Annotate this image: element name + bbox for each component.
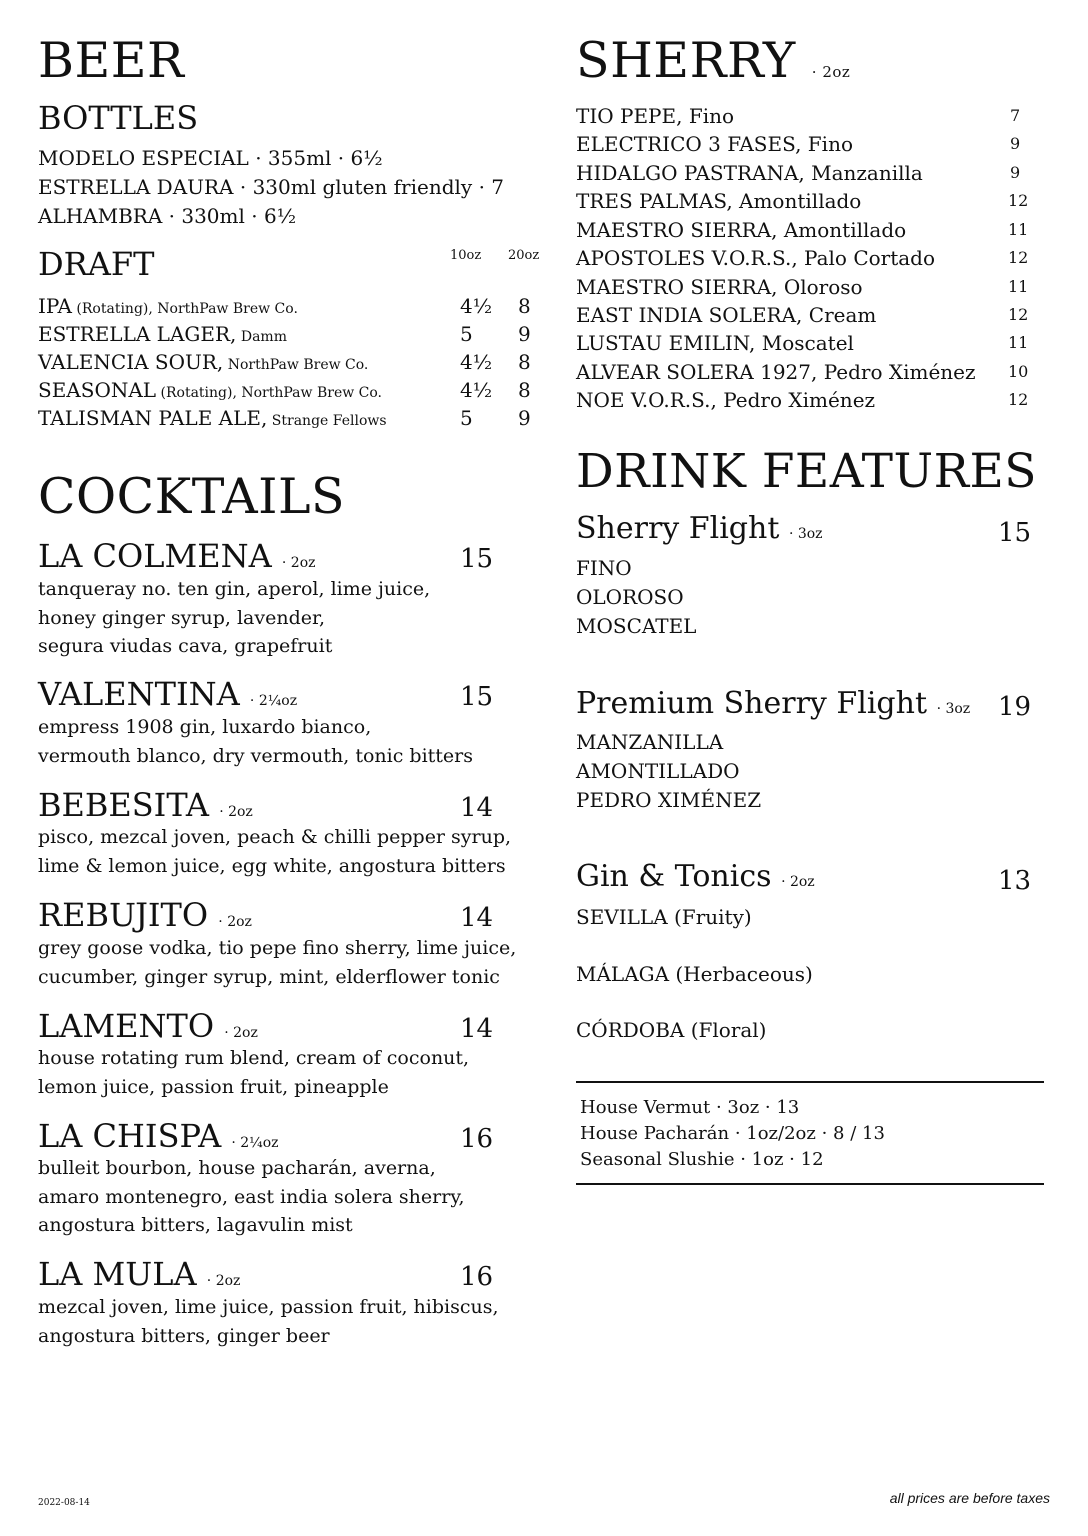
- draft-item: TALISMAN PALE ALE, Strange Fellows: [38, 406, 387, 430]
- cocktail-description: pisco, mezcal joven, peach & chilli pepper syrup, lime & lemon juice, egg white, angostura bitters: [38, 826, 512, 877]
- draft-item: SEASONAL (Rotating), NorthPaw Brew Co.: [38, 378, 383, 402]
- cocktail-price: 14: [460, 1014, 494, 1044]
- cocktail-price: 14: [460, 793, 494, 823]
- sherry-price: 9: [1010, 163, 1021, 182]
- draft-price-20oz: 8: [518, 378, 531, 402]
- extra-item: House Vermut · 3oz · 13: [580, 1097, 800, 1118]
- cocktail-name: LA CHISPA · 2¼oz: [38, 1117, 279, 1155]
- cocktail-price: 15: [460, 544, 494, 574]
- premium-flight-item: AMONTILLADO: [576, 759, 740, 783]
- draft-price-10oz: 5: [460, 322, 473, 346]
- cocktail-description: bulleit bourbon, house pacharán, averna, amaro montenegro, east india solera sherry, angostura bitters, lagavulin mist: [38, 1157, 465, 1236]
- draft-price-10oz: 5: [460, 406, 473, 430]
- sherry-price: 12: [1008, 248, 1029, 267]
- sherry-item: HIDALGO PASTRANA, Manzanilla: [576, 161, 923, 185]
- drink-features-heading: DRINK FEATURES: [576, 444, 1037, 499]
- draft-item: VALENCIA SOUR, NorthPaw Brew Co.: [38, 350, 369, 374]
- cocktail-description: empress 1908 gin, luxardo bianco, vermouth blanco, dry vermouth, tonic bitters: [38, 716, 474, 767]
- gin-tonic-item: SEVILLA (Fruity): [576, 905, 752, 929]
- premium-flight-price: 19: [998, 692, 1032, 722]
- cocktail-description: mezcal joven, lime juice, passion fruit, hibiscus, angostura bitters, ginger beer: [38, 1296, 499, 1347]
- sherry-price: 9: [1010, 134, 1021, 153]
- cocktail-name: LAMENTO · 2oz: [38, 1007, 258, 1045]
- premium-flight-title: Premium Sherry Flight · 3oz: [576, 686, 971, 721]
- sherry-item: TRES PALMAS, Amontillado: [576, 189, 862, 213]
- sherry-item: NOE V.O.R.S., Pedro Ximénez: [576, 388, 876, 412]
- extra-item: Seasonal Slushie · 1oz · 12: [580, 1149, 824, 1170]
- sherry-flight-title: Sherry Flight · 3oz: [576, 511, 823, 546]
- premium-flight-item: MANZANILLA: [576, 730, 724, 754]
- cocktail-price: 15: [460, 682, 494, 712]
- cocktails-heading: COCKTAILS: [38, 468, 346, 525]
- cocktail-price: 16: [460, 1124, 494, 1154]
- gin-tonic-item: MÁLAGA (Herbaceous): [576, 962, 813, 986]
- draft-price-20oz: 9: [518, 406, 531, 430]
- draft-col-10oz: 10oz: [450, 248, 482, 263]
- draft-item: ESTRELLA LAGER, Damm: [38, 322, 287, 346]
- draft-price-10oz: 4½: [460, 350, 493, 374]
- sherry-price: 12: [1008, 390, 1029, 409]
- draft-price-10oz: 4½: [460, 294, 493, 318]
- sherry-item: MAESTRO SIERRA, Oloroso: [576, 275, 863, 299]
- gin-tonic-title: Gin & Tonics · 2oz: [576, 859, 815, 894]
- divider: [576, 1183, 1044, 1185]
- extra-item: House Pacharán · 1oz/2oz · 8 / 13: [580, 1123, 885, 1144]
- draft-price-10oz: 4½: [460, 378, 493, 402]
- sherry-item: LUSTAU EMILIN, Moscatel: [576, 331, 854, 355]
- bottle-item: ESTRELLA DAURA · 330ml gluten friendly · 7: [38, 175, 505, 199]
- sherry-flight-price: 15: [998, 518, 1032, 548]
- sherry-item: MAESTRO SIERRA, Amontillado: [576, 218, 907, 242]
- gin-tonic-price: 13: [998, 866, 1032, 896]
- sherry-item: TIO PEPE, Fino: [576, 104, 735, 128]
- beer-heading: BEER: [38, 32, 185, 89]
- cocktail-name: REBUJITO · 2oz: [38, 896, 252, 934]
- sherry-price: 11: [1008, 220, 1029, 239]
- sherry-item: ALVEAR SOLERA 1927, Pedro Ximénez: [576, 360, 976, 384]
- cocktail-name: BEBESITA · 2oz: [38, 786, 253, 824]
- sherry-price: 11: [1008, 277, 1029, 296]
- draft-heading: DRAFT: [38, 245, 155, 283]
- sherry-item: ELECTRICO 3 FASES, Fino: [576, 132, 854, 156]
- draft-price-20oz: 9: [518, 322, 531, 346]
- sherry-price: 7: [1010, 106, 1021, 125]
- draft-price-20oz: 8: [518, 294, 531, 318]
- sherry-heading: SHERRY · 2oz: [576, 32, 851, 89]
- premium-flight-item: PEDRO XIMÉNEZ: [576, 788, 762, 812]
- cocktail-description: house rotating rum blend, cream of coconut, lemon juice, passion fruit, pineapple: [38, 1047, 470, 1098]
- cocktail-description: grey goose vodka, tio pepe fino sherry, lime juice, cucumber, ginger syrup, mint, elderflower tonic: [38, 937, 517, 988]
- draft-price-20oz: 8: [518, 350, 531, 374]
- sherry-price: 10: [1008, 362, 1029, 381]
- sherry-price: 11: [1008, 333, 1029, 352]
- cocktail-price: 14: [460, 903, 494, 933]
- cocktail-name: VALENTINA · 2¼oz: [38, 675, 298, 713]
- sherry-item: APOSTOLES V.O.R.S., Palo Cortado: [576, 246, 936, 270]
- cocktail-price: 16: [460, 1262, 494, 1292]
- cocktail-description: tanqueray no. ten gin, aperol, lime juice, honey ginger syrup, lavender, segura viudas cava, grapefruit: [38, 578, 431, 657]
- cocktail-name: LA COLMENA · 2oz: [38, 537, 316, 575]
- sherry-price: 12: [1008, 305, 1029, 324]
- divider: [576, 1081, 1044, 1083]
- bottle-item: ALHAMBRA · 330ml · 6½: [38, 204, 297, 228]
- sherry-flight-item: FINO: [576, 556, 632, 580]
- gin-tonic-item: CÓRDOBA (Floral): [576, 1018, 767, 1042]
- draft-col-20oz: 20oz: [508, 248, 540, 263]
- bottle-item: MODELO ESPECIAL · 355ml · 6½: [38, 146, 383, 170]
- sherry-item: EAST INDIA SOLERA, Cream: [576, 303, 877, 327]
- draft-item: IPA (Rotating), NorthPaw Brew Co.: [38, 294, 298, 318]
- sherry-price: 12: [1008, 191, 1029, 210]
- cocktail-name: LA MULA · 2oz: [38, 1255, 241, 1293]
- menu-date: 2022-08-14: [38, 1498, 90, 1508]
- sherry-flight-item: MOSCATEL: [576, 614, 697, 638]
- bottles-heading: BOTTLES: [38, 99, 199, 137]
- tax-note: all prices are before taxes: [889, 1490, 1050, 1506]
- sherry-flight-item: OLOROSO: [576, 585, 684, 609]
